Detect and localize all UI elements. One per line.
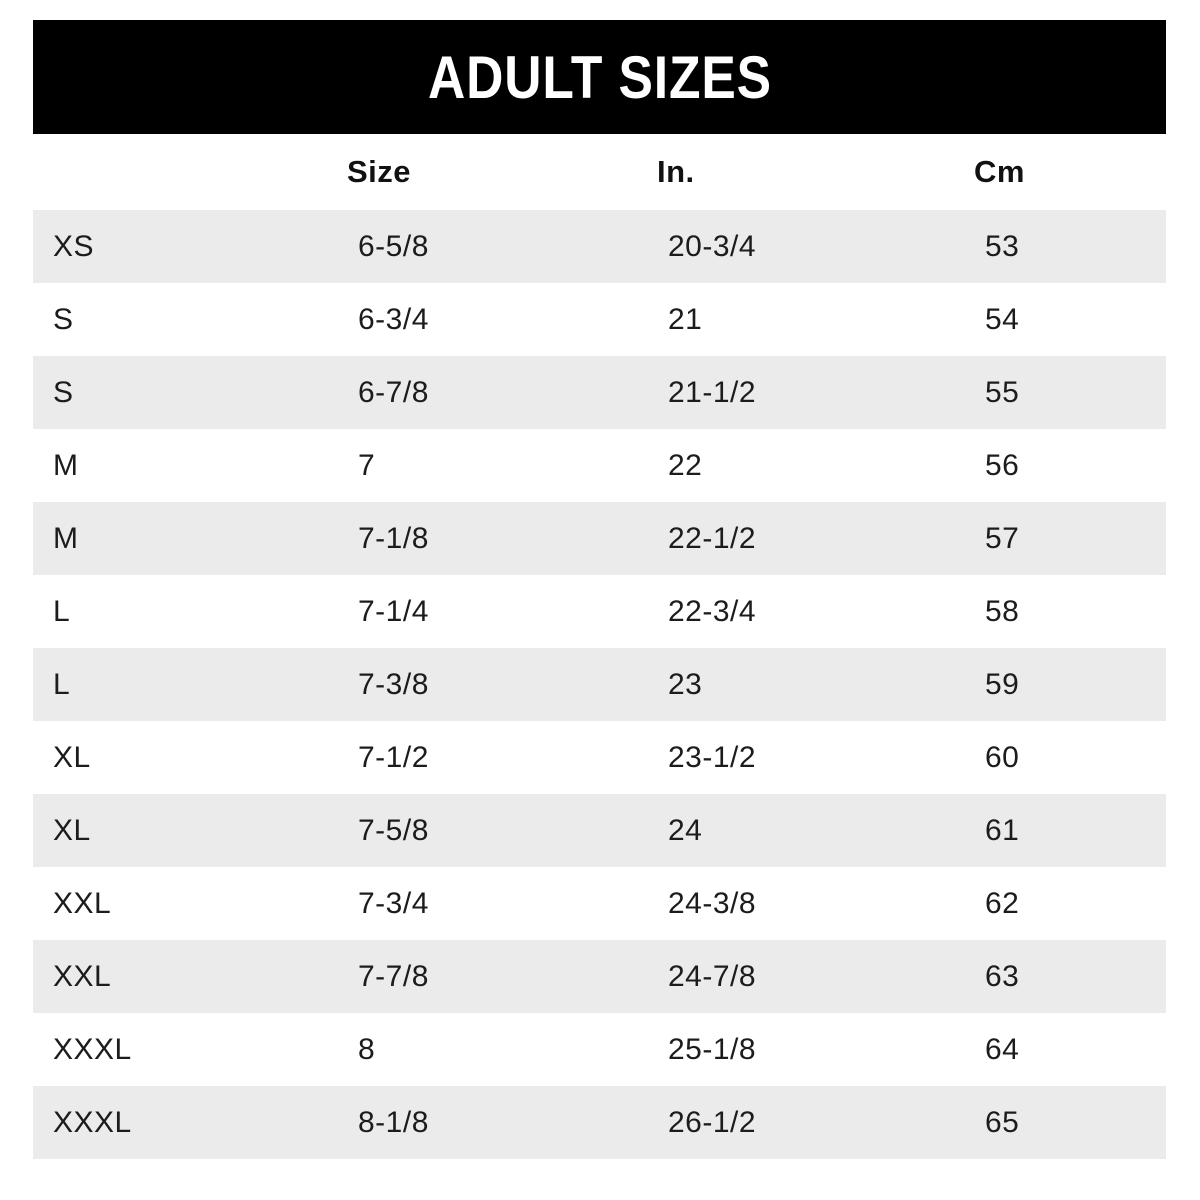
cell-inches: 24-7/8 bbox=[668, 959, 757, 993]
table-row bbox=[33, 721, 1166, 794]
cell-cm: 60 bbox=[985, 740, 1020, 774]
table-row bbox=[33, 867, 1166, 940]
cell-cm: 65 bbox=[985, 1105, 1020, 1139]
cell-inches: 24 bbox=[668, 813, 703, 847]
cell-hat-size: 7-1/8 bbox=[358, 521, 429, 555]
cell-size-label: S bbox=[53, 302, 74, 336]
table-row bbox=[33, 429, 1166, 502]
cell-size-label: XS bbox=[53, 229, 95, 263]
cell-inches: 24-3/8 bbox=[668, 886, 757, 920]
column-header-size: Size bbox=[347, 154, 412, 189]
cell-cm: 54 bbox=[985, 302, 1020, 336]
cell-cm: 64 bbox=[985, 1032, 1020, 1066]
cell-hat-size: 8 bbox=[358, 1032, 376, 1066]
cell-size-label: XXL bbox=[53, 959, 112, 993]
cell-hat-size: 6-7/8 bbox=[358, 375, 429, 409]
table-body bbox=[33, 210, 1166, 1159]
cell-cm: 59 bbox=[985, 667, 1020, 701]
cell-cm: 62 bbox=[985, 886, 1020, 920]
table-row bbox=[33, 283, 1166, 356]
cell-cm: 58 bbox=[985, 594, 1020, 628]
cell-cm: 57 bbox=[985, 521, 1020, 555]
cell-inches: 22 bbox=[668, 448, 703, 482]
cell-size-label: L bbox=[53, 667, 71, 701]
cell-hat-size: 8-1/8 bbox=[358, 1105, 429, 1139]
table-row bbox=[33, 210, 1166, 283]
cell-cm: 61 bbox=[985, 813, 1020, 847]
page-title: ADULT SIZES bbox=[427, 43, 772, 111]
table-row bbox=[33, 794, 1166, 867]
cell-hat-size: 7-7/8 bbox=[358, 959, 429, 993]
cell-inches: 23 bbox=[668, 667, 703, 701]
table-row bbox=[33, 575, 1166, 648]
cell-size-label: XXXL bbox=[53, 1032, 132, 1066]
cell-hat-size: 6-3/4 bbox=[358, 302, 429, 336]
cell-size-label: XXL bbox=[53, 886, 112, 920]
cell-cm: 55 bbox=[985, 375, 1020, 409]
title-banner bbox=[33, 20, 1166, 134]
adult-sizes-chart bbox=[33, 20, 1166, 1159]
cell-inches: 22-1/2 bbox=[668, 521, 757, 555]
cell-size-label: XL bbox=[53, 740, 91, 774]
cell-inches: 25-1/8 bbox=[668, 1032, 757, 1066]
cell-inches: 26-1/2 bbox=[668, 1105, 757, 1139]
cell-inches: 23-1/2 bbox=[668, 740, 757, 774]
cell-inches: 21 bbox=[668, 302, 703, 336]
cell-size-label: M bbox=[53, 448, 79, 482]
cell-hat-size: 7-3/8 bbox=[358, 667, 429, 701]
cell-inches: 22-3/4 bbox=[668, 594, 757, 628]
cell-hat-size: 7-3/4 bbox=[358, 886, 429, 920]
cell-inches: 21-1/2 bbox=[668, 375, 757, 409]
cell-size-label: XL bbox=[53, 813, 91, 847]
table-row bbox=[33, 1086, 1166, 1159]
column-header-inches: In. bbox=[657, 154, 695, 189]
cell-hat-size: 7-1/2 bbox=[358, 740, 429, 774]
cell-size-label: M bbox=[53, 521, 79, 555]
table-row bbox=[33, 940, 1166, 1013]
cell-hat-size: 7-1/4 bbox=[358, 594, 429, 628]
cell-hat-size: 7 bbox=[358, 448, 376, 482]
table-row bbox=[33, 356, 1166, 429]
cell-size-label: L bbox=[53, 594, 71, 628]
cell-size-label: S bbox=[53, 375, 74, 409]
cell-hat-size: 7-5/8 bbox=[358, 813, 429, 847]
table-row bbox=[33, 1013, 1166, 1086]
cell-size-label: XXXL bbox=[53, 1105, 132, 1139]
cell-cm: 63 bbox=[985, 959, 1020, 993]
table-row bbox=[33, 648, 1166, 721]
cell-cm: 56 bbox=[985, 448, 1020, 482]
cell-cm: 53 bbox=[985, 229, 1020, 263]
cell-hat-size: 6-5/8 bbox=[358, 229, 429, 263]
cell-inches: 20-3/4 bbox=[668, 229, 757, 263]
column-header-row bbox=[33, 134, 1166, 210]
table-row bbox=[33, 502, 1166, 575]
column-header-cm: Cm bbox=[974, 154, 1025, 189]
